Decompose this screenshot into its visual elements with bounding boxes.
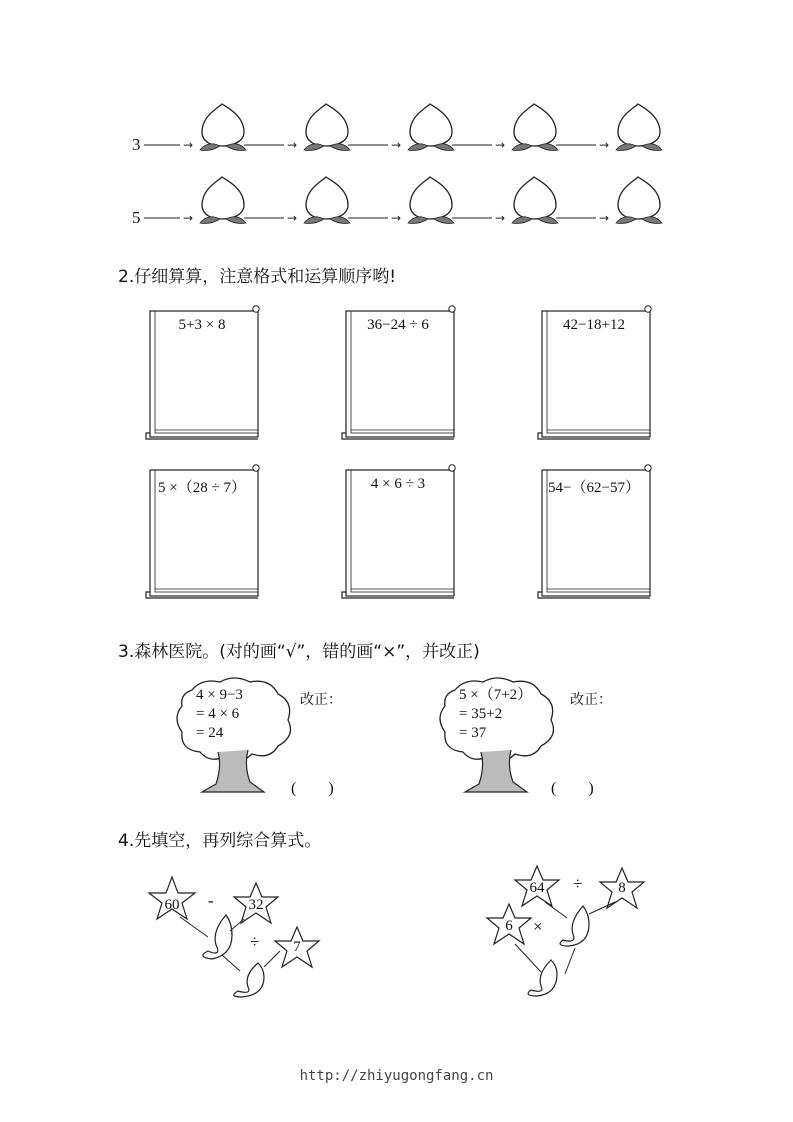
- star-number: 60: [164, 897, 180, 913]
- correction-label: 改正：: [300, 692, 342, 708]
- calc-scroll-box: [143, 464, 261, 599]
- moon-icon: [528, 960, 557, 996]
- tree-calculation: [196, 686, 243, 743]
- calc-scroll-box: [535, 305, 653, 440]
- sequence-start-number: 5: [132, 208, 141, 227]
- svg-text:→: →: [287, 211, 298, 225]
- svg-text:→: →: [599, 138, 610, 152]
- sequence-start-number: 3: [132, 135, 141, 154]
- calc-line: = 4 × 6: [196, 706, 240, 722]
- tree-card: [172, 676, 292, 796]
- operator-symbol: ×: [533, 917, 543, 936]
- star-number: 64: [529, 880, 545, 896]
- star-number: 7: [293, 939, 301, 955]
- peach-icon: [510, 100, 560, 156]
- tree-calculation: [459, 686, 532, 743]
- left-star-diagram: [140, 875, 340, 1000]
- calc-scroll-box: [535, 464, 653, 599]
- calc-line: = 37: [459, 725, 487, 741]
- calc-line: = 35+2: [459, 706, 503, 722]
- calc-line: 5 ×（7+2）: [459, 687, 533, 703]
- peach-icon: [302, 100, 352, 156]
- expression: 54−（62−57）: [548, 480, 640, 496]
- peach-icon: [198, 173, 248, 229]
- operator-symbol: ÷: [573, 874, 583, 893]
- sequence-row-2: [0, 173, 793, 233]
- peach-icon: [198, 100, 248, 156]
- footer-url[interactable]: http://zhiyugongfang.cn: [299, 1068, 494, 1084]
- star-number: 6: [505, 918, 513, 934]
- star-number: 8: [618, 880, 626, 896]
- svg-text:→: →: [183, 138, 194, 152]
- sequence-row-1: [0, 100, 793, 160]
- expression: 5+3 × 8: [178, 317, 226, 333]
- operator-symbol: -: [208, 891, 214, 910]
- svg-text:→: →: [183, 211, 194, 225]
- tree-card: [435, 676, 555, 796]
- svg-text:→: →: [495, 138, 506, 152]
- calc-scroll-box: [339, 305, 457, 440]
- svg-text:→: →: [391, 211, 402, 225]
- expression: 36−24 ÷ 6: [367, 317, 429, 333]
- peach-icon: [614, 173, 664, 229]
- expression: 4 × 6 ÷ 3: [370, 476, 426, 492]
- calc-line: 4 × 9−3: [196, 687, 243, 703]
- peach-icon: [510, 173, 560, 229]
- expression: 5 ×（28 ÷ 7）: [158, 480, 246, 496]
- svg-text:→: →: [599, 211, 610, 225]
- expression: 42−18+12: [563, 317, 625, 333]
- section-3-heading: 3.森林医院。(对的画“√”，错的画“×”，并改正): [118, 642, 480, 662]
- sequence-arrows: [0, 100, 793, 160]
- answer-parentheses[interactable]: ( ): [551, 780, 594, 797]
- moon-icon: [560, 906, 589, 946]
- calc-scroll-box: [339, 464, 457, 599]
- star-number: 32: [248, 897, 264, 913]
- peach-icon: [302, 173, 352, 229]
- calc-scroll-box: [143, 305, 261, 440]
- calc-line: = 24: [196, 725, 224, 741]
- peach-icon: [406, 173, 456, 229]
- svg-text:→: →: [495, 211, 506, 225]
- moon-icon: [234, 963, 264, 997]
- sequence-arrows: [0, 173, 793, 233]
- answer-parentheses[interactable]: ( ): [291, 780, 334, 797]
- peach-icon: [406, 100, 456, 156]
- svg-text:→: →: [287, 138, 298, 152]
- correction-label: 改正：: [570, 692, 612, 708]
- peach-icon: [614, 100, 664, 156]
- section-4-heading: 4.先填空，再列综合算式。: [118, 831, 322, 851]
- section-2-heading: 2.仔细算算，注意格式和运算顺序哟!: [118, 267, 397, 287]
- svg-text:→: →: [391, 138, 402, 152]
- operator-symbol: ÷: [250, 932, 260, 951]
